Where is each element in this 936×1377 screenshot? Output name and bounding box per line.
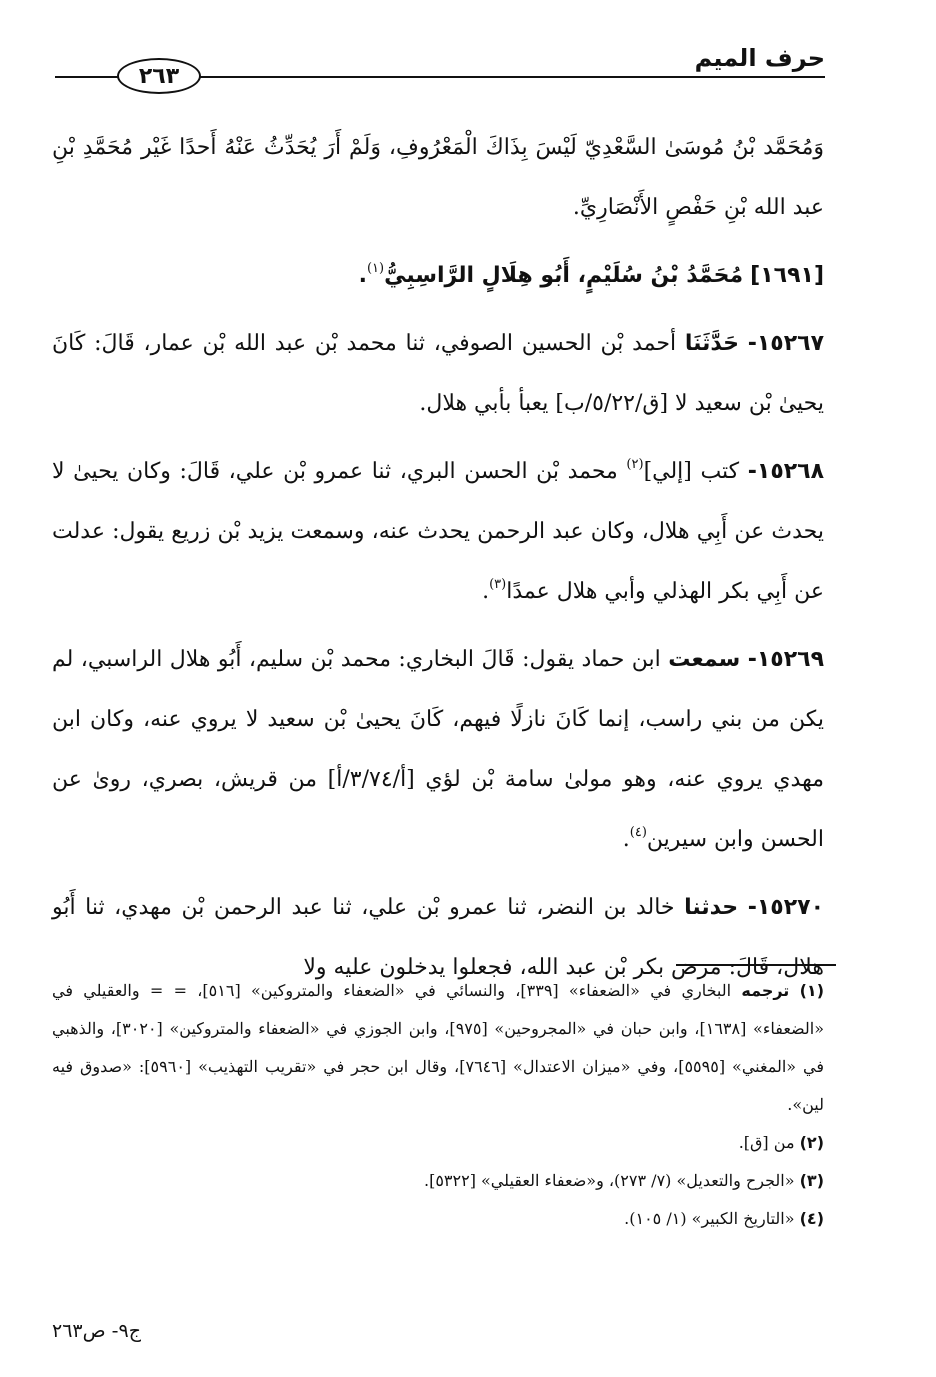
narration-keyword: سمعت xyxy=(668,647,741,672)
footnote-text: «التاريخ الكبير» (١/ ١٠٥). xyxy=(624,1209,795,1228)
footnote-1 xyxy=(52,972,824,1124)
page-number-badge xyxy=(117,58,201,94)
narration-number: ١٥٢٦٧- xyxy=(747,331,824,356)
narration-number: ١٥٢٦٩- xyxy=(747,647,825,672)
narration-end: . xyxy=(622,827,630,852)
narration-keyword: حدثنا xyxy=(684,895,739,920)
narration-text: كتب [إلي] xyxy=(643,459,740,484)
footnote-label: (٤) xyxy=(799,1209,824,1228)
page-number: ٢٦٣ xyxy=(138,63,180,89)
footnote-text: «الجرح والتعديل» (٧/ ٢٧٣)، و«ضعفاء العقيلي» [٥٣٢٢]. xyxy=(423,1171,795,1190)
footnote-ref[interactable]: (٣) xyxy=(489,577,507,592)
chapter-title: حرف الميم xyxy=(694,44,825,72)
narration-text: ابن حماد يقول: قَالَ البخاري: محمد بْن سليم، أَبُو هلال الراسبي، لم يكن من بني راسب، إنما كَانَ نازلًا فيهم، كَانَ يحيىٰ بْن سعيد لا يروي عنه، وكان ابن مهدي يروي عنه، وهو مولىٰ سامة بْن لؤي [أ/٣/٧٤/أ] من قريش، بصري، روىٰ عن الحسن وابن سيرين xyxy=(52,647,824,852)
narration-keyword: حَدَّثَنَا xyxy=(684,331,739,356)
footnote-text: من [ق]. xyxy=(738,1133,795,1152)
narration-number: ١٥٢٧٠- xyxy=(747,895,824,920)
narration-15269 xyxy=(52,630,824,870)
main-text xyxy=(52,118,824,1006)
narration-15268 xyxy=(52,442,824,622)
entry-number: [١٦٩١] xyxy=(750,263,824,288)
footnote-rule xyxy=(676,964,836,966)
paragraph-text: وَمُحَمَّد بْنُ مُوسَىٰ السَّعْدِيّ لَيْسَ بِذَاكَ الْمَعْرُوفِ، وَلَمْ أَرَ يُحَدِّثُ عَنْهُ أَحدًا غَيْر مُحَمَّدِ بْنِ عبد الله بْنِ حَفْصٍ الأَنْصَارِيِّ. xyxy=(52,135,824,220)
footnote-bold: ترجمه xyxy=(741,981,790,1000)
narration-text: محمد بْن الحسن البري، ثنا عمرو بْن علي، قَالَ: وكان يحيىٰ لا يحدث عن أَبِي هلال، وكان عبد الرحمن يحدث عنه، وسمعت يزيد بْن زريع يقول: عدلت عن أَبِي بكر الهذلي وأبي هلال عمدًا xyxy=(52,459,824,604)
footnote-label: (٢) xyxy=(799,1133,824,1152)
footnote-text: البخاري في «الضعفاء» [٣٣٩]، والنسائي في «الضعفاء والمتروكين» [٥١٦]، = = والعقيلي في «الضعفاء» [١٦٣٨]، وابن حبان في «المجروحين» [٩٧٥]، وابن الجوزي في «الضعفاء والمتروكين» [٣٠٢٠]، والذهبي في «المغني» [٥٥٩٥]، وفي «ميزان الاعتدال» [٧٦٤٦]، وقال ابن حجر في «تقريب التهذيب» [٥٩٦٠]: «صدوق فيه لين». xyxy=(52,981,825,1114)
footnotes xyxy=(52,972,824,1238)
narration-end: . xyxy=(482,579,490,604)
footnote-ref[interactable]: (٢) xyxy=(626,457,644,472)
narration-number: ١٥٢٦٨- xyxy=(747,459,825,484)
footnote-2 xyxy=(52,1124,824,1162)
footnote-3 xyxy=(52,1162,824,1200)
page-header xyxy=(55,40,825,100)
entry-heading xyxy=(52,246,824,306)
volume-page-marker: ج٩- ص٢٦٣ xyxy=(52,1320,141,1342)
footnote-label: (٣) xyxy=(799,1171,824,1190)
footnote-4 xyxy=(52,1200,824,1238)
paragraph-continuation xyxy=(52,118,824,238)
entry-end: . xyxy=(358,263,367,288)
entry-name: مُحَمَّدُ بْنُ سُلَيْمٍ، أَبُو هِلَالٍ الرَّاسِبِيُّ xyxy=(384,263,744,288)
narration-15267 xyxy=(52,314,824,434)
narration-text: أحمد بْن الحسين الصوفي، ثنا محمد بْن عبد الله بْن عمار، قَالَ: كَانَ يحيىٰ بْن سعيد لا [ق/٥/٢٢/ب] يعبأ بأبي هلال. xyxy=(52,331,824,416)
footnote-label: (١) xyxy=(799,981,824,1000)
footnote-ref[interactable]: (١) xyxy=(366,261,385,276)
narration-text: خالد بن النضر، ثنا عمرو بْن علي، ثنا عبد الرحمن بْن مهدي، ثنا أَبُو هلال، قَالَ: مرض بكر بْن عبد الله، فجعلوا يدخلون عليه ولا xyxy=(52,895,824,980)
footnote-ref[interactable]: (٤) xyxy=(629,825,647,840)
